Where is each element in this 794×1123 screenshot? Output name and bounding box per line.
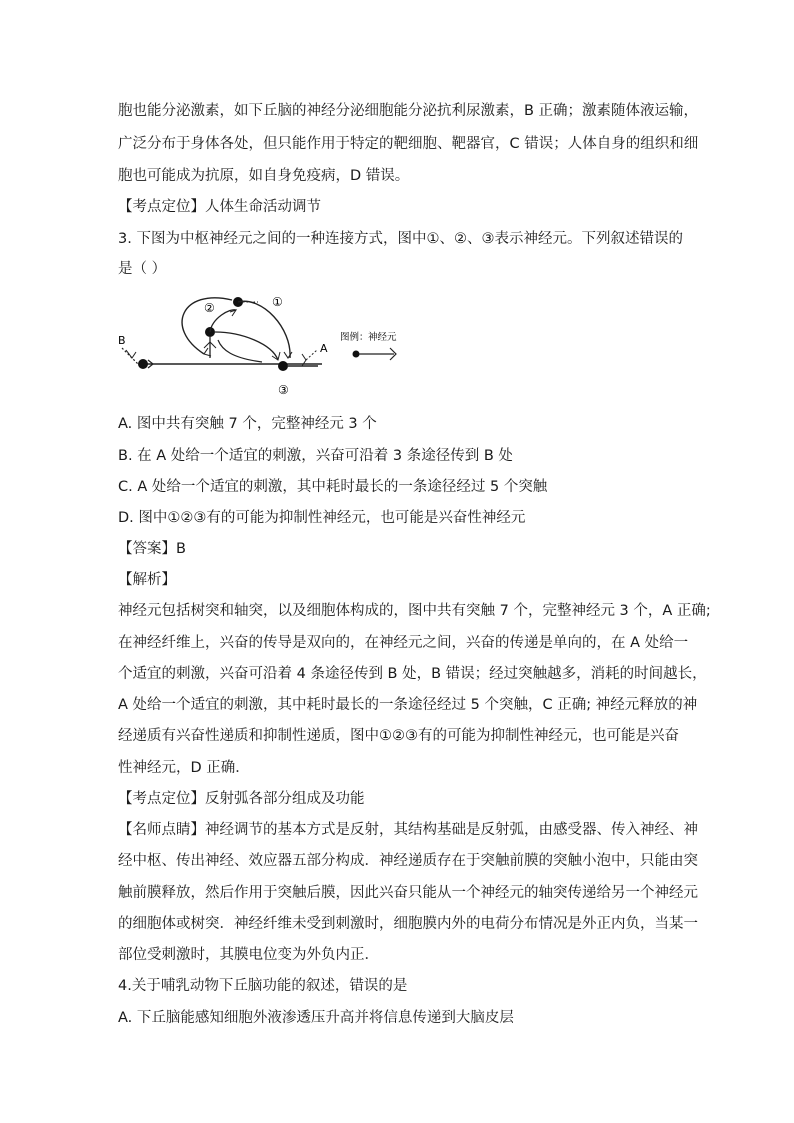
text-line: 触前膜释放，然后作用于突触后膜，因此兴奋只能从一个神经元的轴突传递给另一个神经元: [118, 885, 698, 901]
text-line: 经中枢、传出神经、效应器五部分构成．神经递质存在于突触前膜的突触小泡中，只能由突: [118, 853, 698, 869]
analysis-heading: 【解析】: [118, 572, 176, 588]
label-a: A: [320, 342, 328, 355]
legend-prefix: 图例：: [340, 332, 369, 343]
section-tag: 【考点定位】人体生命活动调节: [118, 199, 321, 215]
text-line: 胞也能分泌激素，如下丘脑的神经分泌细胞能分泌抗利尿激素，B 正确；激素随体液运输，: [118, 103, 699, 119]
question-stem: 4.关于哺乳动物下丘脑功能的叙述，错误的是: [118, 978, 408, 994]
text-line: 性神经元，D 正确．: [118, 760, 250, 776]
text-line: A 处给一个适宜的刺激，其中耗时最长的一条途径经过 5 个突触，C 正确; 神经元释放的神: [118, 697, 698, 713]
legend-neuron-body: [353, 351, 360, 358]
question-stem: 3. 下图为中枢神经元之间的一种连接方式，图中①、②、③表示神经元。下列叙述错误的: [118, 231, 683, 247]
neuron-diagram-svg: [112, 288, 412, 400]
label-neuron-2: ②: [204, 301, 215, 315]
section-tag: 【考点定位】反射弧各部分组成及功能: [118, 791, 365, 807]
question-stem-cont: 是（ ）: [118, 261, 167, 277]
legend-name: 神经元: [368, 332, 397, 343]
text-line: 部位受刺激时，其膜电位变为外负内正．: [118, 947, 379, 963]
text-line: 胞也可能成为抗原，如自身免疫病，D 错误。: [118, 168, 410, 184]
synapse-icon: [284, 352, 292, 358]
label-neuron-1: ①: [272, 295, 283, 309]
neuron-body-b: [138, 359, 148, 369]
answer-line: 【答案】B: [118, 541, 186, 557]
inner-branch: [218, 340, 262, 362]
label-neuron-3: ③: [278, 383, 289, 397]
neuron-diagram: [112, 288, 412, 400]
text-line: 的细胞体或树突．神经纤维未受到刺激时，细胞膜内外的电荷分布情况是外正内负，当某一: [118, 916, 698, 932]
synapse-icon: [230, 310, 236, 316]
neuron-2-to-3: [215, 332, 278, 360]
option-c: C. A 处给一个适宜的刺激，其中耗时最长的一条途径经过 5 个突触: [118, 479, 548, 495]
neuron-body-3: [278, 361, 288, 371]
option-a: A. 图中共有突触 7 个，完整神经元 3 个: [118, 416, 377, 432]
text-line: 神经元包括树突和轴突，以及细胞体构成的，图中共有突触 7 个，完整神经元 3 个，A 正确;: [118, 603, 711, 619]
a-lead-line: [306, 350, 317, 360]
text-line: 在神经纤维上，兴奋的传导是双向的，在神经元之间，兴奋的传递是单向的，在 A 处给一: [118, 635, 689, 651]
option-d: D. 图中①②③有的可能为抑制性神经元，也可能是兴奋性神经元: [118, 510, 526, 526]
text-line: 经递质有兴奋性递质和抑制性递质，图中①②③有的可能为抑制性神经元，也可能是兴奋: [118, 728, 679, 744]
text-line: 个适宜的刺激，兴奋可沿着 4 条途径传到 B 处，B 错误；经过突触越多，消耗的时间越长，: [118, 666, 707, 682]
text-line: 广泛分布于身体各处，但只能作用于特定的靶细胞、靶器官，C 错误；人体自身的组织和细: [118, 136, 699, 152]
loop-outer-right: [238, 301, 290, 358]
text-line: 【名师点睛】神经调节的基本方式是反射，其结构基础是反射弧，由感受器、传入神经、神: [118, 822, 698, 838]
option-b: B. 在 A 处给一个适宜的刺激，兴奋可沿着 3 条途径传到 B 处: [118, 448, 513, 464]
label-b: B: [118, 334, 126, 347]
option-a: A. 下丘脑能感知细胞外液渗透压升高并将信息传递到大脑皮层: [118, 1010, 514, 1026]
